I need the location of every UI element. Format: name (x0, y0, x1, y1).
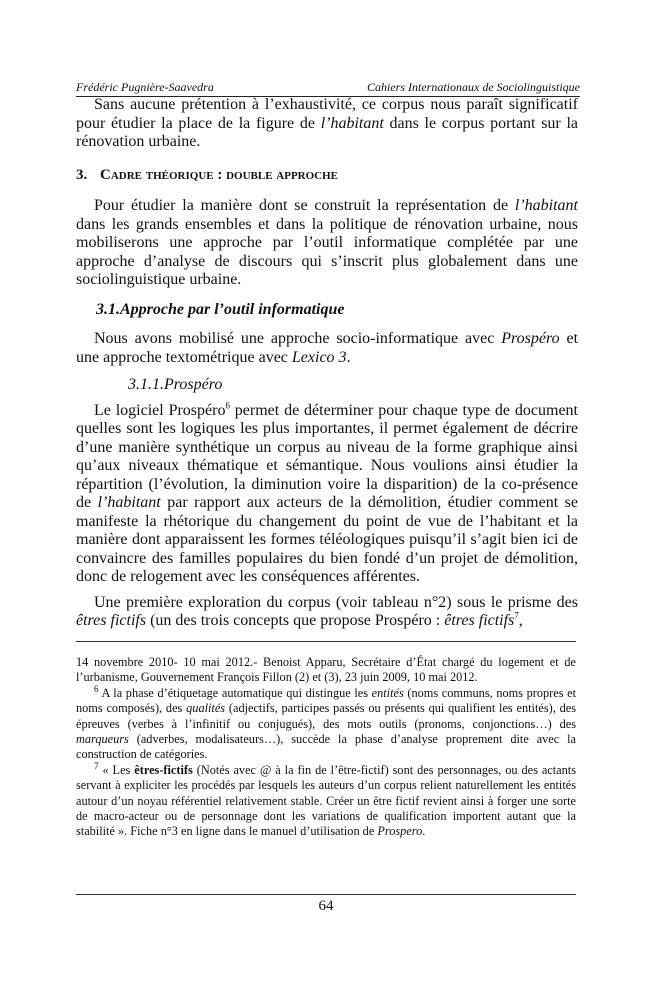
emphasis: Lexico 3 (291, 348, 347, 366)
emphasis: l’habitant (320, 114, 384, 132)
emphasis: entités (371, 685, 404, 700)
main-text (76, 96, 578, 631)
emphasis: qualités (186, 701, 226, 716)
footnote-ref-6[interactable]: 6 (225, 400, 230, 411)
prospero-paragraph: Le logiciel Prospéro$^6$ permet de déterminer pour chaque type de document quelles sont les logiques les plus importantes, il permet également de décrire d’une manière synthétique un corpus au niveau de la forme graphique ainsi qu’aux niveaux thématique et sémantique. Nous voulions ainsi étudier la répartition (l’évolution, la diminution voire la disparition) de la co-présence de l’habitant par rapport aux acteurs de la démolition, étudier comment se manifeste la rhétorique du changement du point de vue de l’habitant et la manière dont apparaissent les formes téléologiques puisqu’il s’agit bien ici de convaincre des familles populaires du bien fondé d’un projet de démolition, donc de relogement avec les conséquences afférentes. (76, 400, 578, 585)
footnote-6: $^6$ A la phase d’étiquetage automatique qui distingue les entités (noms communs, noms propres et noms composés), des qualités (adjectifs, participes passés ou présents qui qualifient les entités), des épreuves (verbes à l’infinitif ou conjugués), des mots outils (pronoms, conjonctions…) des marqueurs (adverbes, modalisateurs…), succède la phase d’analyse proprement dite avec la construction de catégories. (76, 683, 576, 762)
footnote-7: $^7$ « Les êtres-fictifs (Notés avec @ à la fin de l’être-fictif) sont des personnages, ou des actants servant à expliciter les procédés par lesquels les auteurs d’un corpus relient naturellement les entités autour d’un noyau référentiel relativement stable. Créer un être fictif revient ainsi à forger une sorte de macro-acteur ou de personnage dont les variations de qualification importent autant que la stabilité ». Fiche n°3 en ligne dans le manuel d’utilisation de Prospero. (76, 760, 576, 839)
approach-paragraph: Pour étudier la manière dont se construit la représentation de l’habitant dans les grands ensembles et dans la politique de rénovation urbaine, nous mobiliserons une approche par l’outil informatique complétée par une approche d’analyse de discours qui s’inscrit plus globalement dans une sociolinguistique urbaine. (76, 197, 578, 288)
header-journal: Cahiers Internationaux de Sociolinguistique (367, 80, 580, 94)
footnote-mark: 6 (94, 683, 99, 694)
section-3-1-heading: 3.1.Approche par l’outil informatique (96, 300, 345, 318)
header-author: Frédéric Pugnière-Saavedra (76, 80, 214, 94)
emphasis: êtres fictifs (76, 612, 147, 629)
page-number: 64 (318, 898, 334, 914)
socio-informatique-paragraph: Nous avons mobilisé une approche socio-informatique avec Prospéro et une approche textométrique avec Lexico 3. (76, 330, 579, 366)
emphasis: Prospéro (501, 330, 560, 347)
intro-paragraph: Sans aucune prétention à l’exhaustivité, ce corpus nous paraît significatif pour étudier la place de la figure de l’habitant dans le corpus portant sur la rénovation urbaine. (76, 96, 579, 150)
footnote-continuation: 14 novembre 2010- 10 mai 2012.- Benoist Apparu, Secrétaire d’État chargé du logement et de l’urbanisme, Gouvernement François Fillon (2) et (3), 23 juin 2009, 10 mai 2012. (76, 655, 576, 685)
emphasis: marqueurs (76, 732, 129, 747)
bold-term: êtres-fictifs (134, 762, 193, 777)
footnote-mark: 7 (94, 760, 99, 771)
running-header (76, 80, 580, 95)
emphasis: Prospero (377, 824, 423, 839)
section-number: 3. (76, 166, 88, 183)
section-title: Cadre théorique : double approche (100, 166, 339, 183)
footnotes (76, 655, 576, 840)
exploration-paragraph: Une première exploration du corpus (voir tableau n°2) sous le prisme des êtres fictifs (un des trois concepts que propose Prospéro : êtres fictifs$^7$, (76, 593, 578, 629)
footnote-ref-7[interactable]: 7 (514, 610, 519, 621)
emphasis: l’habitant (514, 197, 578, 214)
emphasis: êtres fictifs (444, 612, 515, 629)
footnote-rule (76, 641, 576, 642)
section-3-heading (76, 166, 578, 186)
emphasis: l’habitant (97, 494, 161, 511)
footer-rule (76, 894, 576, 895)
section-3-1-1-heading: 3.1.1.Prospéro (128, 376, 223, 393)
